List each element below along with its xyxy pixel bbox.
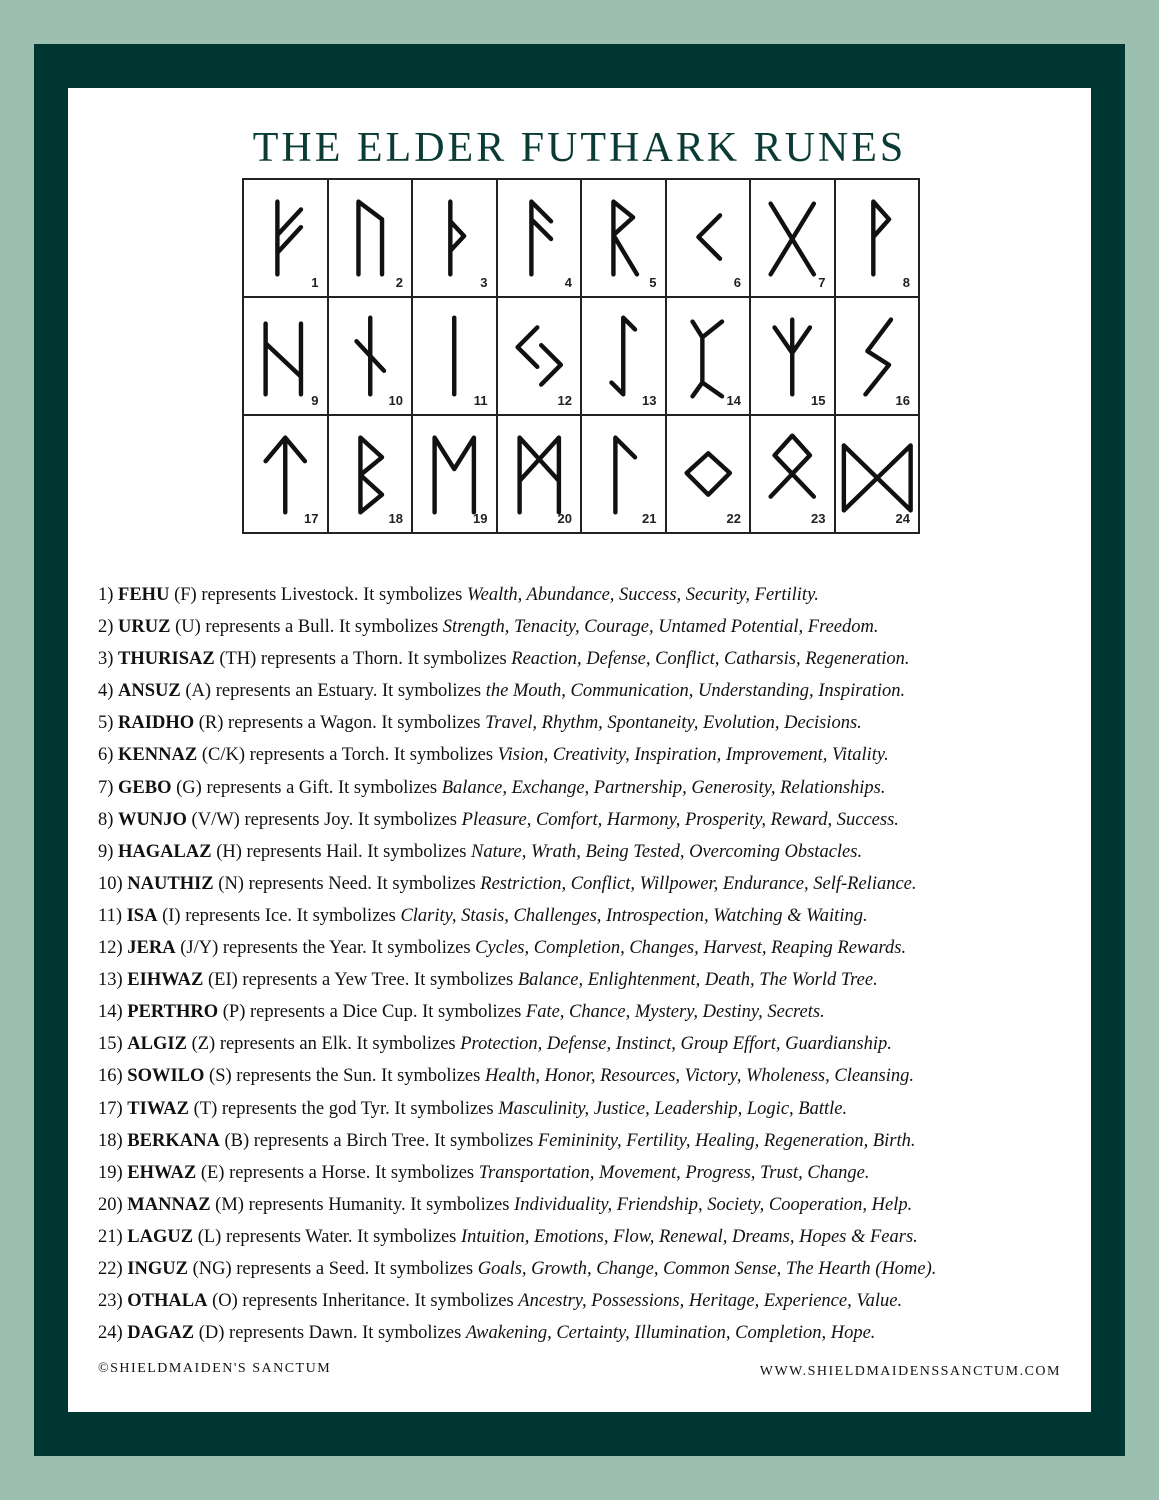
rune-number: 21 — [642, 511, 657, 526]
rune-entry-number: 11) — [98, 905, 122, 926]
rune-cell — [413, 180, 498, 298]
rune-entry-description: represents Hail. It symbolizes — [246, 841, 467, 862]
rune-cell — [836, 416, 921, 534]
rune-entry-number: 14) — [98, 1002, 123, 1023]
rune-entry-number: 4) — [98, 681, 114, 702]
rune-entry-name: NAUTHIZ — [127, 873, 214, 894]
rune-entry-code: (M) — [215, 1194, 244, 1215]
rune-entry-description: represents Dawn. It symbolizes — [229, 1323, 462, 1344]
rune-entry-code: (P) — [222, 1002, 246, 1023]
rune-entry-description: represents a Yew Tree. It symbolizes — [242, 970, 514, 991]
rune-entry — [98, 1060, 1078, 1092]
rune-entry-meanings: Vision, Creativity, Inspiration, Improvement, Vitality. — [497, 745, 889, 766]
rune-number: 16 — [895, 393, 910, 408]
rune-entry — [98, 836, 1078, 868]
rune-entry-description: represents an Elk. It symbolizes — [219, 1034, 456, 1055]
rune-cell — [498, 180, 583, 298]
rune-entry-meanings: Nature, Wrath, Being Tested, Overcoming Obstacles. — [471, 841, 863, 862]
rune-entry — [98, 868, 1078, 900]
rune-entry-code: (F) — [174, 585, 197, 605]
rune-cell — [836, 180, 921, 298]
rune-entry-name: ALGIZ — [127, 1034, 187, 1055]
rune-number: 6 — [733, 275, 741, 290]
rune-number: 3 — [480, 275, 488, 290]
rune-entry-code: (U) — [175, 617, 201, 638]
rune-entry-meanings: Protection, Defense, Instinct, Group Effort, Guardianship. — [460, 1034, 892, 1055]
rune-entry-description: represents Need. It symbolizes — [248, 873, 476, 894]
rune-entry-meanings: Pleasure, Comfort, Harmony, Prosperity, Reward, Success. — [461, 809, 899, 830]
rune-entry-code: (B) — [224, 1130, 250, 1151]
rune-cell — [498, 416, 583, 534]
rune-entry-meanings: Masculinity, Justice, Leadership, Logic, Battle. — [498, 1098, 848, 1119]
rune-entry-meanings: Intuition, Emotions, Flow, Renewal, Dreams, Hopes & Fears. — [460, 1226, 918, 1247]
rune-entry-name: JERA — [127, 938, 176, 959]
rune-entry-number: 1) — [98, 585, 114, 605]
rune-entry — [98, 579, 1078, 611]
copyright: ©SHIELDMAIDEN'S SANCTUM — [98, 1361, 332, 1376]
rune-entry-meanings: Individuality, Friendship, Society, Cooperation, Help. — [514, 1194, 913, 1215]
rune-grid — [242, 178, 920, 534]
rune-entry-number: 15) — [98, 1034, 123, 1055]
rune-cell — [667, 416, 752, 534]
rune-entry-meanings: Wealth, Abundance, Success, Security, Fertility. — [466, 585, 819, 605]
rune-entry-code: (D) — [198, 1323, 225, 1344]
rune-entry-code: (N) — [218, 873, 244, 894]
rune-number: 7 — [818, 275, 826, 290]
rune-entry-number: 21) — [98, 1226, 123, 1247]
rune-entry-description: represents Humanity. It symbolizes — [248, 1194, 510, 1215]
rune-entry-description: represents Ice. It symbolizes — [185, 905, 396, 926]
rune-entry-meanings: Cycles, Completion, Changes, Harvest, Reaping Rewards. — [475, 938, 907, 959]
rune-entry-code: (S) — [209, 1066, 232, 1087]
rune-entry — [98, 804, 1078, 836]
rune-entry-number: 23) — [98, 1291, 123, 1312]
rune-entry-description: represents a Bull. It symbolizes — [205, 617, 439, 638]
rune-cell — [244, 416, 329, 534]
page — [68, 88, 1091, 1412]
rune-entry — [98, 707, 1078, 739]
rune-entry-description: represents a Birch Tree. It symbolizes — [253, 1130, 534, 1151]
rune-entry-meanings: Travel, Rhythm, Spontaneity, Evolution, Decisions. — [485, 713, 862, 734]
rune-entry-number: 5) — [98, 713, 114, 734]
rune-number: 5 — [649, 275, 657, 290]
rune-entry-number: 20) — [98, 1194, 123, 1215]
rune-entry-name: ISA — [126, 905, 158, 926]
rune-entry-number: 6) — [98, 745, 114, 766]
rune-entry-meanings: Goals, Growth, Change, Common Sense, The Hearth (Home). — [477, 1258, 937, 1279]
rune-entry-description: represents a Dice Cup. It symbolizes — [250, 1002, 522, 1023]
rune-entry-description: represents Livestock. It symbolizes — [201, 585, 463, 605]
rune-entry-number: 18) — [98, 1130, 123, 1151]
rune-entry — [98, 932, 1078, 964]
website-link[interactable]: WWW.SHIELDMAIDENSSANCTUM.COM — [759, 1364, 1061, 1379]
rune-entry-name: TIWAZ — [127, 1098, 189, 1119]
rune-entry-name: GEBO — [118, 777, 172, 798]
rune-entry — [98, 1093, 1078, 1125]
rune-entry-description: represents a Gift. It symbolizes — [206, 777, 438, 798]
rune-entry-description: represents Water. It symbolizes — [225, 1226, 457, 1247]
rune-entry-number: 2) — [98, 617, 114, 638]
rune-entry-description: represents Inheritance. It symbolizes — [242, 1291, 514, 1312]
rune-entry-code: (V/W) — [191, 809, 240, 830]
rune-entry-meanings: Fate, Chance, Mystery, Destiny, Secrets. — [525, 1002, 825, 1023]
rune-cell — [751, 180, 836, 298]
rune-entry-name: ANSUZ — [118, 681, 181, 702]
rune-entry-number: 8) — [98, 809, 114, 830]
rune-number: 1 — [311, 275, 319, 290]
rune-entry-code: (C/K) — [201, 745, 245, 766]
rune-entry-meanings: Balance, Exchange, Partnership, Generosity, Relationships. — [441, 777, 886, 798]
rune-entry-number: 19) — [98, 1162, 123, 1183]
rune-entry-description: represents a Horse. It symbolizes — [229, 1162, 475, 1183]
rune-entry-meanings: the Mouth, Communication, Understanding, Inspiration. — [485, 681, 906, 702]
rune-number: 9 — [311, 393, 319, 408]
rune-entry — [98, 772, 1078, 804]
rune-entry-number: 22) — [98, 1258, 123, 1279]
rune-number: 4 — [564, 275, 572, 290]
rune-entry — [98, 1317, 1078, 1349]
rune-entry-name: PERTHRO — [127, 1002, 219, 1023]
rune-cell — [582, 180, 667, 298]
rune-entry — [98, 1189, 1078, 1221]
rune-number: 10 — [388, 393, 403, 408]
rune-entry-description: represents the god Tyr. It symbolizes — [221, 1098, 494, 1119]
rune-entry-name: RAIDHO — [118, 713, 195, 734]
rune-number: 18 — [388, 511, 403, 526]
rune-entry-name: EIHWAZ — [127, 970, 204, 991]
rune-entry-name: SOWILO — [127, 1066, 205, 1087]
rune-number: 15 — [811, 393, 826, 408]
rune-number: 12 — [557, 393, 572, 408]
rune-entry-meanings: Femininity, Fertility, Healing, Regeneration, Birth. — [537, 1130, 916, 1151]
rune-entry-code: (O) — [212, 1291, 238, 1312]
rune-entry-name: OTHALA — [127, 1291, 208, 1312]
rune-entry-name: KENNAZ — [118, 745, 198, 766]
rune-entry-name: URUZ — [118, 617, 171, 638]
rune-entry-name: LAGUZ — [127, 1226, 194, 1247]
rune-entry-meanings: Restriction, Conflict, Willpower, Endurance, Self-Reliance. — [480, 873, 917, 894]
rune-entry-name: WUNJO — [118, 809, 187, 830]
rune-number: 19 — [473, 511, 488, 526]
rune-entry-name: MANNAZ — [127, 1194, 211, 1215]
rune-number: 13 — [642, 393, 657, 408]
rune-entry — [98, 1125, 1078, 1157]
rune-entry-meanings: Transportation, Movement, Progress, Trust, Change. — [478, 1162, 870, 1183]
rune-cell — [667, 298, 752, 416]
rune-entry — [98, 675, 1078, 707]
rune-entry-name: BERKANA — [127, 1130, 220, 1151]
rune-cell — [413, 298, 498, 416]
rune-entry — [98, 1285, 1078, 1317]
rune-entry-meanings: Ancestry, Possessions, Heritage, Experience, Value. — [518, 1291, 903, 1312]
rune-entry-number: 3) — [98, 649, 114, 670]
rune-entry — [98, 611, 1078, 643]
rune-entry-number: 17) — [98, 1098, 123, 1119]
rune-entry-code: (R) — [198, 713, 224, 734]
rune-entry-number: 7) — [98, 777, 114, 798]
rune-entry-code: (NG) — [192, 1258, 232, 1279]
rune-list — [98, 579, 1078, 1349]
rune-entry-name: INGUZ — [127, 1258, 188, 1279]
rune-number: 23 — [811, 511, 826, 526]
rune-entry — [98, 1028, 1078, 1060]
rune-cell — [582, 298, 667, 416]
rune-cell — [751, 416, 836, 534]
rune-number: 11 — [473, 393, 488, 408]
rune-entry-name: EHWAZ — [127, 1162, 197, 1183]
rune-number: 8 — [902, 275, 910, 290]
rune-entry-code: (L) — [197, 1226, 222, 1247]
rune-entry-meanings: Strength, Tenacity, Courage, Untamed Potential, Freedom. — [442, 617, 879, 638]
rune-number: 2 — [395, 275, 403, 290]
rune-entry-code: (J/Y) — [180, 938, 219, 959]
rune-cell — [413, 416, 498, 534]
rune-entry-number: 9) — [98, 841, 114, 862]
rune-entry-description: represents the Year. It symbolizes — [222, 938, 471, 959]
rune-cell — [329, 180, 414, 298]
page-title: THE ELDER FUTHARK RUNES — [252, 125, 907, 171]
rune-cell — [836, 298, 921, 416]
rune-entry-meanings: Health, Honor, Resources, Victory, Wholeness, Cleansing. — [484, 1066, 915, 1087]
rune-entry-description: represents Joy. It symbolizes — [244, 809, 458, 830]
rune-number: 14 — [726, 393, 741, 408]
rune-entry-name: HAGALAZ — [118, 841, 212, 862]
rune-entry-code: (Z) — [191, 1034, 216, 1055]
rune-entry-meanings: Reaction, Defense, Conflict, Catharsis, Regeneration. — [511, 649, 910, 670]
rune-cell — [751, 298, 836, 416]
rune-entry — [98, 1157, 1078, 1189]
rune-entry-code: (E) — [200, 1162, 225, 1183]
rune-entry-code: (T) — [193, 1098, 218, 1119]
rune-entry-number: 10) — [98, 873, 123, 894]
rune-cell — [329, 416, 414, 534]
rune-entry-code: (A) — [185, 681, 212, 702]
rune-entry-number: 16) — [98, 1066, 123, 1087]
rune-entry — [98, 739, 1078, 771]
rune-entry-description: represents a Thorn. It symbolizes — [260, 649, 507, 670]
rune-entry-description: represents an Estuary. It symbolizes — [215, 681, 482, 702]
rune-entry-code: (H) — [216, 841, 242, 862]
rune-entry-number: 24) — [98, 1323, 123, 1344]
rune-cell — [244, 298, 329, 416]
rune-entry — [98, 1253, 1078, 1285]
rune-entry-code: (I) — [162, 905, 181, 926]
rune-cell — [329, 298, 414, 416]
rune-cell — [244, 180, 329, 298]
rune-entry-code: (EI) — [208, 970, 238, 991]
rune-number: 22 — [726, 511, 741, 526]
rune-number: 17 — [304, 511, 319, 526]
rune-entry-description: represents a Wagon. It symbolizes — [228, 713, 481, 734]
rune-entry — [98, 900, 1078, 932]
rune-entry-code: (TH) — [219, 649, 257, 670]
rune-cell — [667, 180, 752, 298]
rune-entry-number: 13) — [98, 970, 123, 991]
rune-number: 24 — [895, 511, 910, 526]
rune-entry-number: 12) — [98, 938, 123, 959]
rune-entry-meanings: Clarity, Stasis, Challenges, Introspection, Watching & Waiting. — [400, 905, 868, 926]
rune-entry-meanings: Awakening, Certainty, Illumination, Completion, Hope. — [465, 1323, 876, 1344]
rune-entry-name: THURISAZ — [118, 649, 215, 670]
rune-entry-name: DAGAZ — [127, 1323, 195, 1344]
rune-entry-description: represents the Sun. It symbolizes — [236, 1066, 481, 1087]
rune-entry-description: represents a Seed. It symbolizes — [236, 1258, 474, 1279]
rune-entry-code: (G) — [176, 777, 202, 798]
rune-entry-name: FEHU — [118, 585, 170, 605]
rune-entry — [98, 964, 1078, 996]
rune-number: 20 — [557, 511, 572, 526]
rune-cell — [582, 416, 667, 534]
rune-entry — [98, 996, 1078, 1028]
rune-entry-meanings: Balance, Enlightenment, Death, The World Tree. — [517, 970, 878, 991]
rune-entry — [98, 1221, 1078, 1253]
rune-entry-description: represents a Torch. It symbolizes — [249, 745, 494, 766]
rune-cell — [498, 298, 583, 416]
rune-entry — [98, 643, 1078, 675]
